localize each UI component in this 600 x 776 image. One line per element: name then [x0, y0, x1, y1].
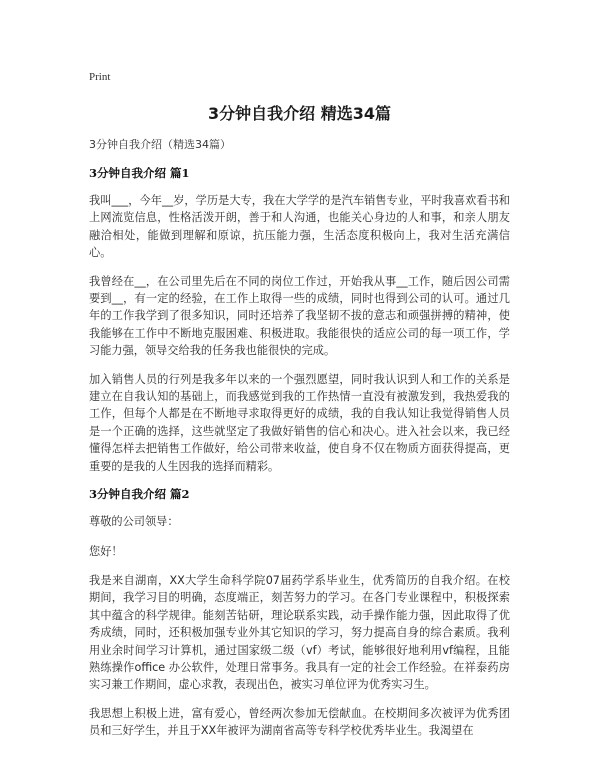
section-1-paragraph-2: 我曾经在__，在公司里先后在不同的岗位工作过，开始我从事__工作，随后因公司需要到__，有一定的经验，在工作上取得一些的成绩，同时也得到公司的认可。通过几年的工作我学到了很多知识，同时还培养了我坚韧不拔的意志和顽强拼搏的精神，使我能够在工作中不断地克服困难、积极进取。我能很快的适应公司的每一项工作，学习能力强，领导交给我的任务我也能很快的完成。: [89, 274, 510, 358]
document-title: 3分钟自我介绍 精选34篇: [208, 104, 391, 123]
section-2-paragraph-2: 我思想上积极上进，富有爱心，曾经两次参加无偿献血。在校期间多次被评为优秀团员和三好学生，并且于XX年被评为湖南省高等专科学校优秀毕业生。我渴望在: [89, 706, 510, 738]
print-label: Print: [89, 71, 111, 83]
document-subtitle: 3分钟自我介绍（精选34篇）: [89, 138, 231, 151]
section-heading-2: 3分钟自我介绍 篇2: [89, 487, 190, 502]
section-heading-1: 3分钟自我介绍 篇1: [89, 166, 190, 180]
section-2-paragraph-1: 我是来自湖南，XX大学生命科学院07届药学系毕业生，优秀简历的自我介绍。在校期间，我学习目的明确，态度端正，刻苦努力的学习。在各门专业课程中，积极探索其中蕴含的科学规律。能刻苦钻研，理论联系实践，动手操作能力强，因此取得了优秀成绩，同时，还积极加强专业外其它知识的学习，努力提高自身的综合素质。我利用业余时间学习计算机，通过国家级二级（vf）考试，能够很好地利用vf编程，且能熟练操作office 办公软件，处理日常事务。我具有一定的社会工作经验。在祥泰药房实习兼工作期间，虚心求教，表现出色，被实习单位评为优秀实习生。: [89, 573, 510, 692]
section-2-greeting: 尊敬的公司领导：: [89, 515, 179, 529]
section-1-paragraph-1: 我叫___，今年__岁，学历是大专，我在大学学的是汽车销售专业，平时我喜欢看书和上网流览信息，性格活泼开朗，善于和人沟通，也能关心身边的人和事，和亲人朋友融洽相处，能做到理解和原谅，抗压能力强，生活态度积极向上，我对生活充满信心。: [89, 194, 510, 260]
section-1-paragraph-3: 加入销售人员的行列是我多年以来的一个强烈愿望，同时我认识到人和工作的关系是建立在自我认知的基础上，而我感觉到我的工作热情一直没有被激发到，我热爱我的工作，但每个人都是在不断地寻求取得更好的成绩，我的自我认知让我觉得销售人员是一个正确的选择，这些就坚定了我做好销售的信心和决心。进入社会以来，我已经懂得怎样去把销售工作做好，给公司带来收益，使自身不仅在物质方面获得提高，更重要的是我的人生因我的选择而精彩。: [89, 372, 510, 473]
section-2-salutation: 您好！: [89, 544, 123, 558]
